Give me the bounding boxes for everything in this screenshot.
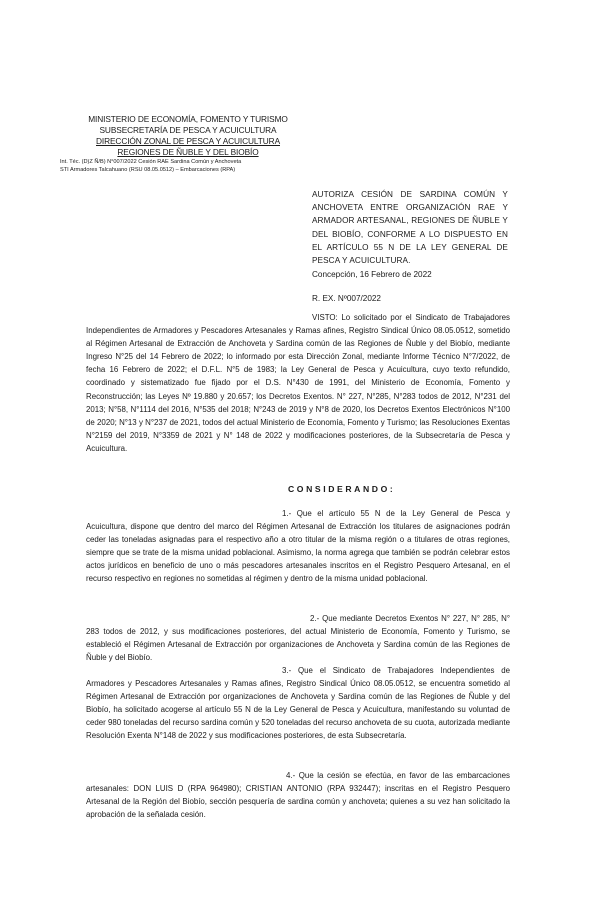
regions-name: REGIONES DE ÑUBLE Y DEL BIOBÍO xyxy=(117,147,259,157)
considerando-item-3 xyxy=(86,664,510,743)
resolution-number: R. EX. Nº007/2022 xyxy=(312,294,381,303)
considerando-text-4: 4.- Que la cesión se efectúa, en favor de las embarcaciones artesanales: DON LUIS D (RPA 964980); CRISTIAN ANTONIO (RPA 932447); inscritas en el Registro Pesquero Artesanal de la Región del Biobío, sección pesquería de sardina común y anchoveta; quienes a su vez han solicitado la aprobación de la señalada cesión. xyxy=(86,771,510,820)
considerando-text-2: 2.- Que mediante Decretos Exentos N° 227, N° 285, N° 283 todos de 2012, y sus modificaciones posteriores, del actual Ministerio de Economía, Fomento y Turismo, se estableció el Régimen Artesanal de Extracción por organizaciones de Anchoveta y Sardina común de las Regiones de Ñuble y del Biobío. xyxy=(86,614,510,663)
visto-paragraph xyxy=(86,311,510,455)
place-and-date: Concepción, 16 Febrero de 2022 xyxy=(312,270,432,279)
resolution-subject: AUTORIZA CESIÓN DE SARDINA COMÚN Y ANCHOVETA ENTRE ORGANIZACIÓN RAE Y ARMADOR ARTESANAL, REGIONES DE ÑUBLE Y DEL BIOBÍO, CONFORME A LO DISPUESTO EN EL ARTÍCULO 55 N DE LA LEY GENERAL DE PESCA Y ACUICULTURA. xyxy=(312,190,508,266)
reference-line-1: Int. Téc. (D)Z Ñ/B) N°007/2022 Cesión RAE Sardina Común y Anchoveta xyxy=(60,159,242,165)
letterhead xyxy=(58,114,318,174)
considerando-heading: CONSIDERANDO: xyxy=(288,484,396,494)
considerando-item-4 xyxy=(86,769,510,821)
considerando-item-2 xyxy=(86,612,510,664)
considerando-item-1 xyxy=(86,507,510,586)
reference-line-2: STI Armadores Talcahuano (RSU 08.05.0512) – Embarcaciones (RPA) xyxy=(60,167,236,173)
subsecretariat-name: SUBSECRETARÍA DE PESCA Y ACUICULTURA xyxy=(99,125,277,135)
ministry-name: MINISTERIO DE ECONOMÍA, FOMENTO Y TURISMO xyxy=(88,114,288,124)
visto-text: VISTO: Lo solicitado por el Sindicato de Trabajadores Independientes de Armadores y Pescadores Artesanales y Ramas afines, Registro Sindical Único 08.05.0512, sometido al Régimen Artesanal de Extracción de Anchoveta y Sardina común de las Regiones de Ñuble y del Biobío, mediante Ingreso N°25 del 14 Febrero de 2022; lo informado por esta Dirección Zonal, mediante Informe Técnico N°7/2022, de fecha 16 Febrero de 2022; el D.F.L. N°5 de 1983; la Ley General de Pesca y Acuicultura, cuyo texto refundido, coordinado y sistematizado fue fijado por el D.S. N°430 de 1991, del Ministerio de Economía, Fomento y Reconstrucción; las Leyes Nº 19.880 y 20.657; los Decretos Exentos. N° 227, N°285, N°283 todos de 2012, N°231 del 2013; N°58, N°1114 del 2016, N°535 del 2018; N°243 de 2019 y N°8 de 2020, los Decretos Exentos Electrónicos N°100 de 2020; N°13 y N°237 de 2021, todos del actual Ministerio de Economía, Fomento y Turismo; las Resoluciones Exentas N°2159 del 2019, N°3359 de 2021 y N° 148 de 2022 y modificaciones posteriores, de la Subsecretaría de Pesca y Acuicultura. xyxy=(86,313,510,453)
zonal-direction-name: DIRECCIÓN ZONAL DE PESCA Y ACUICULTURA xyxy=(96,136,280,146)
considerando-text-3: 3.- Que el Sindicato de Trabajadores Independientes de Armadores y Pescadores Artesanales y Ramas afines, Registro Sindical Único 08.05.0512, se encuentra sometido al Régimen Artesanal de Extracción por organizaciones de Anchoveta y Sardina común de las Regiones de Ñuble y del Biobío, ha solicitado acogerse al artículo 55 N de la Ley General de Pesca y Acuicultura, manifestando su voluntad de ceder 980 toneladas del recurso sardina común y 520 toneladas del recurso anchoveta de su cuota, autorizada mediante Resolución Exenta N°148 de 2022 y sus modificaciones posteriores, de esta Subsecretaría. xyxy=(86,666,510,741)
considerando-text-1: 1.- Que el artículo 55 N de la Ley General de Pesca y Acuicultura, dispone que dentro del marco del Régimen Artesanal de Extracción los titulares de asignaciones podrán ceder las toneladas asignadas para el respectivo año a otro titular de la misma región o a titulares de otras regiones, siempre que se trate de la misma unidad poblacional. Asimismo, la norma agrega que también se podrán celebrar estos actos jurídicos en beneficio de uno o más pescadores artesanales inscritos en el Registro Pesquero Artesanal, en el recurso respectivo en regiones no sometidas al régimen y dentro de la misma unidad poblacional. xyxy=(86,509,510,584)
